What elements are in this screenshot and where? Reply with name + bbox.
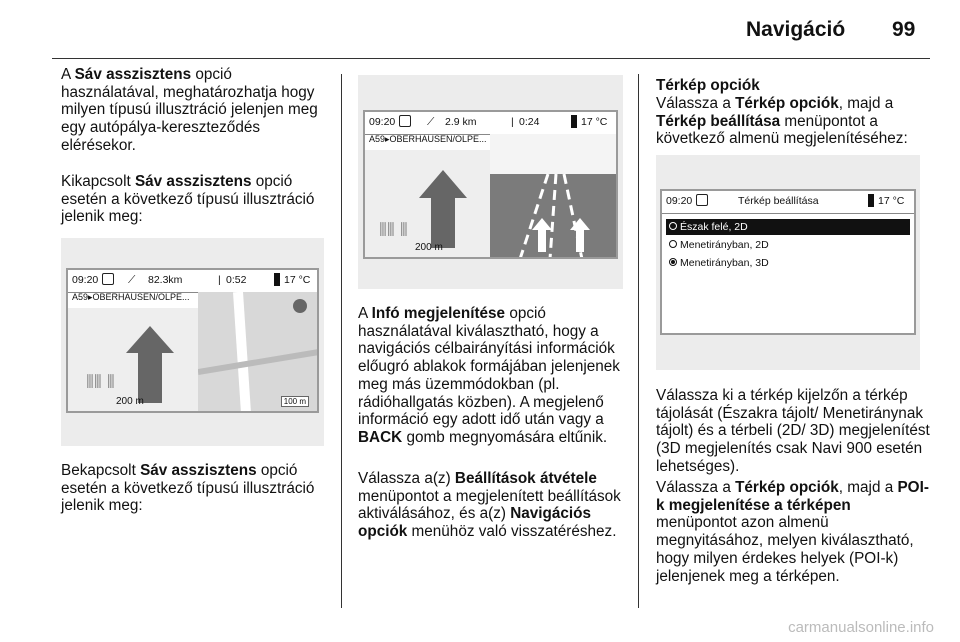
settings-screen — [660, 189, 916, 335]
route-icon: ⟋ — [128, 274, 136, 286]
col2-paragraph-1: A Infó megjelenítése opció használatával kiválasztható, hogy a navigációs célbairányítási információk előugró ablakok formájában jelenjenek meg más üzemmódokban (pl. rádióhallgatás közben). A megjelenő információ egy adott idő után vagy a BACK gomb megnyomására eltűnik. — [358, 305, 620, 446]
column-separator-1 — [341, 74, 342, 608]
page-number: 99 — [892, 18, 916, 41]
col1-paragraph-2: Kikapcsolt Sáv asszisztens opció esetén a következő típusú illusztráció jelenik meg: — [61, 173, 315, 226]
col3-paragraph-3: Válassza a Térkép opciók, majd a POI-k megjelenítése a térképen menüpontot azon almenü megnyitásához, melyen kiválasztható, hogy milyen érdekes helyek (POI-k) jelenjenek meg a térképen. — [656, 479, 929, 585]
svg-text:⦀⦀ ⦀: ⦀⦀ ⦀ — [379, 220, 408, 240]
col3-heading: Térkép opciók — [656, 77, 760, 94]
thermometer-icon — [868, 194, 874, 207]
divider: | — [218, 274, 221, 286]
radio-icon — [669, 222, 677, 230]
page-header-title: Navigáció — [746, 18, 846, 41]
divider: | — [511, 116, 514, 128]
col2-paragraph-2: Válassza a(z) Beállítások átvétele menüpontot a megjelenített beállítások aktiválásához, és a(z) Navigációs opciók menühöz való visszatéréshez. — [358, 470, 621, 541]
gps-icon — [399, 115, 411, 127]
figure-lane-assist-on — [358, 75, 623, 289]
nav-screen — [66, 268, 319, 413]
radio-checked-icon — [669, 258, 677, 266]
lane-view — [490, 134, 616, 259]
col1-paragraph-3: Bekapcsolt Sáv asszisztens opció esetén a következő típusú illusztráció jelenik meg: — [61, 462, 315, 515]
col3-paragraph-2: Válassza ki a térkép kijelzőn a térkép tájolását (Északra tájolt/ Menetiránynak tájolt) és a térbeli (2D/ 3D) megjelenítést (3D megjelenítés csak Navi 900 esetén lehetséges). — [656, 387, 930, 475]
figure-map-settings — [656, 155, 920, 370]
map-scale: 100 m — [281, 396, 309, 407]
menu-item-heading-up-2d[interactable]: Menetirányban, 2D — [666, 237, 910, 253]
temperature: 17 °C — [878, 195, 905, 207]
figure-lane-assist-off — [61, 238, 324, 446]
gps-icon — [102, 273, 114, 285]
menu-item-heading-up-3d[interactable]: Menetirányban, 3D — [666, 255, 910, 271]
watermark: carmanualsonline.info — [788, 619, 934, 636]
thermometer-icon — [274, 273, 280, 286]
header-rule — [52, 58, 930, 59]
gps-icon — [696, 194, 708, 206]
remaining-distance: 2.9 km — [445, 116, 477, 128]
menu-title: Térkép beállítása — [738, 195, 819, 207]
road-name: A59▸OBERHAUSEN/OLPE... — [369, 134, 487, 144]
status-bar — [68, 270, 317, 293]
col1-paragraph-1: A Sáv asszisztens opció használatával, meghatározhatja hogy milyen típusú illusztráció jelenjen meg egy autópálya-kereszteződés elérésekor. — [61, 66, 318, 154]
map-view — [198, 292, 319, 413]
status-bar — [662, 191, 914, 214]
thermometer-icon — [571, 115, 577, 128]
remaining-time: 0:24 — [519, 116, 540, 128]
remaining-distance: 82.3km — [148, 274, 183, 286]
route-icon: ⟋ — [427, 116, 435, 128]
turn-distance: 200 m — [415, 242, 443, 253]
status-bar — [365, 112, 616, 135]
road-name: A59▸OBERHAUSEN/OLPE... — [72, 292, 190, 302]
column-separator-2 — [638, 74, 639, 608]
col3-paragraph-1: Válassza a Térkép opciók, majd a Térkép beállítása menüpontot a következő almenü megjelenítéséhez: — [656, 95, 908, 148]
temperature: 17 °C — [581, 116, 608, 128]
temperature: 17 °C — [284, 274, 311, 286]
remaining-time: 0:52 — [226, 274, 247, 286]
clock: 09:20 — [369, 116, 396, 128]
nav-screen — [363, 110, 618, 259]
menu-item-north-up-2d[interactable]: Észak felé, 2D — [666, 219, 910, 235]
radio-icon — [669, 240, 677, 248]
clock: 09:20 — [72, 274, 99, 286]
svg-text:⦀⦀ ⦀: ⦀⦀ ⦀ — [86, 372, 115, 392]
turn-distance: 200 m — [116, 396, 144, 407]
clock: 09:20 — [666, 195, 693, 207]
